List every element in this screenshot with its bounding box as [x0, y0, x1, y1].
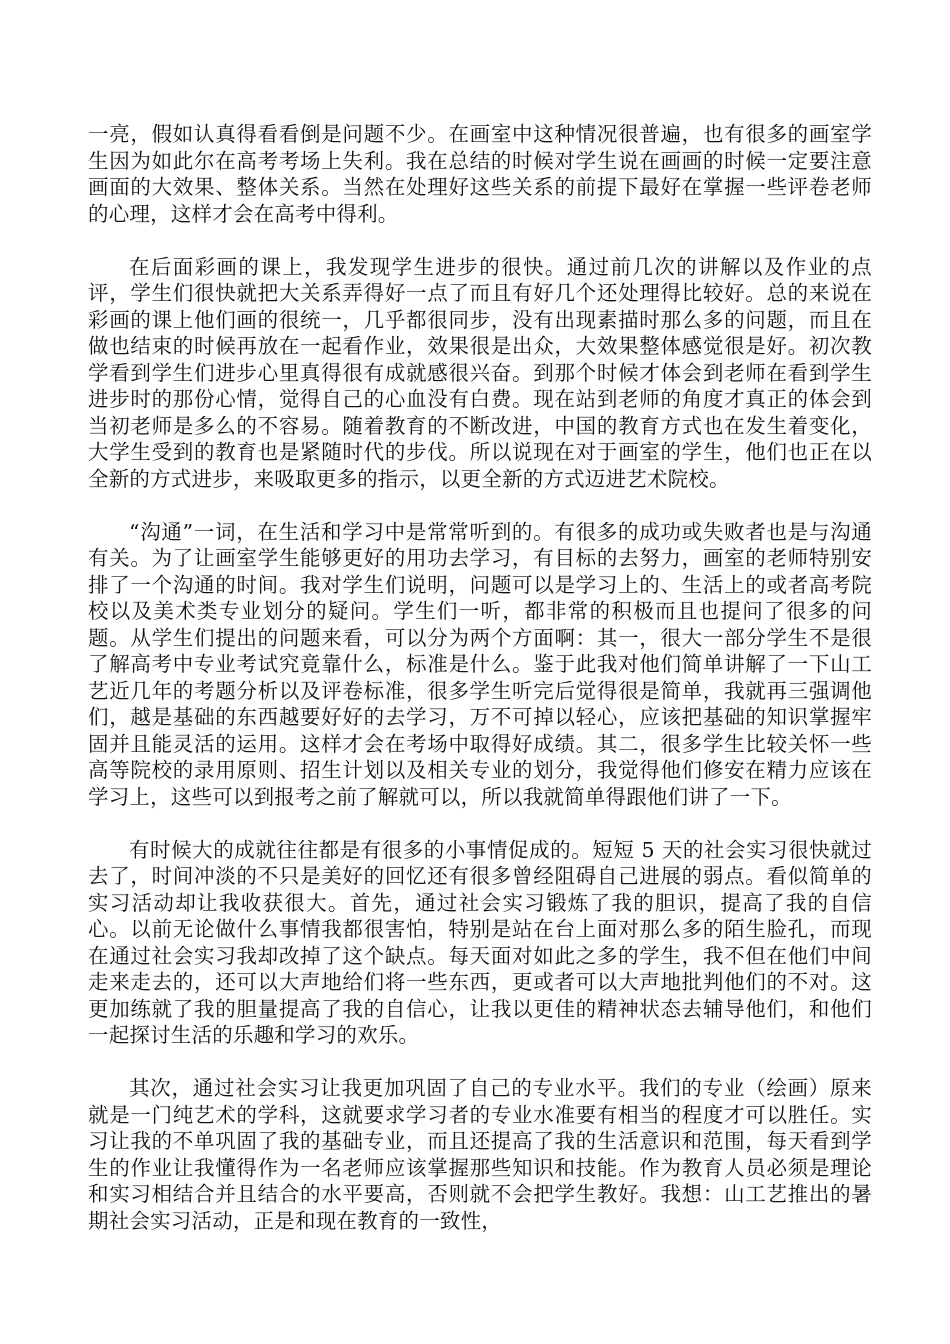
paragraph-1: 一亮，假如认真得看看倒是问题不少。在画室中这种情况很普遍，也有很多的画室学生因为如此尔在高考考场上失利。我在总结的时候对学生说在画画的时候一定要注意画面的大效果、整体关系。当然在处理好这些关系的前提下最好在掌握一些评卷老师的心理，这样才会在高考中得利。 [88, 122, 872, 226]
paragraph-4: 有时候大的成就往往都是有很多的小事情促成的。短短 5 天的社会实习很快就过去了，时间冲淡的不只是美好的回忆还有很多曾经阻碍自己进展的弱点。看似简单的实习活动却让我收获很大。首先，通过社会实习锻炼了我的胆识，提高了我的自信心。以前无论做什么事情我都很害怕，特别是站在台上面对那么多的陌生脸孔，而现在通过社会实习我却改掉了这个缺点。每天面对如此之多的学生，我不但在他们中间走来走去的，还可以大声地给们将一些东西，更或者可以大声地批判他们的不对。这更加练就了我的胆量提高了我的自信心，让我以更佳的精神状态去辅导他们，和他们一起探讨生活的乐趣和学习的欢乐。 [88, 837, 872, 1047]
paragraph-2: 在后面彩画的课上，我发现学生进步的很快。通过前几次的讲解以及作业的点评，学生们很快就把大关系弄得好一点了而且有好几个还处理得比较好。总的来说在彩画的课上他们画的很统一，几乎都很同步，没有出现素描时那么多的问题，而且在做也结束的时候再放在一起看作业，效果很是出众，大效果整体感觉很是好。初次教学看到学生们进步心里真得很有成就感很兴奋。到那个时候才体会到老师在看到学生进步时的那份心情，觉得自己的心血没有白费。现在站到老师的角度才真正的体会到当初老师是多么的不容易。随着教育的不断改进，中国的教育方式也在发生着变化，大学生受到的教育也是紧随时代的步伐。所以说现在对于画室的学生，他们也正在以全新的方式进步，来吸取更多的指示，以更全新的方式迈进艺术院校。 [88, 254, 872, 491]
paragraph-3: “沟通”一词，在生活和学习中是常常听到的。有很多的成功或失败者也是与沟通有关。为了让画室学生能够更好的用功去学习，有目标的去努力，画室的老师特别安排了一个沟通的时间。我对学生们说明，问题可以是学习上的、生活上的或者高考院校以及美术类专业划分的疑问。学生们一听，都非常的积极而且也提问了很多的问题。从学生们提出的问题来看，可以分为两个方面啊：其一，很大一部分学生不是很了解高考中专业考试究竟靠什么，标准是什么。鉴于此我对他们简单讲解了一下山工艺近几年的考题分析以及评卷标准，很多学生听完后觉得很是简单，我就再三强调他们，越是基础的东西越要好好的去学习，万不可掉以轻心，应该把基础的知识掌握牢固并且能灵活的运用。这样才会在考场中取得好成绩。其二，很多学生比较关怀一些高等院校的录用原则、招生计划以及相关专业的划分，我觉得他们修安在精力应该在学习上，这些可以到报考之前了解就可以，所以我就简单得跟他们讲了一下。 [88, 519, 872, 809]
document-body [88, 121, 872, 1234]
paragraph-5: 其次，通过社会实习让我更加巩固了自己的专业水平。我们的专业（绘画）原来就是一门纯艺术的学科，这就要求学习者的专业水准要有相当的程度才可以胜任。实习让我的不单巩固了我的基础专业，而且还提高了我的生活意识和范围，每天看到学生的作业让我懂得作为一名老师应该掌握那些知识和技能。作为教育人员必须是理论和实习相结合并且结合的水平要高，否则就不会把学生教好。我想：山工艺推出的暑期社会实习活动，正是和现在教育的一致性， [88, 1076, 872, 1233]
